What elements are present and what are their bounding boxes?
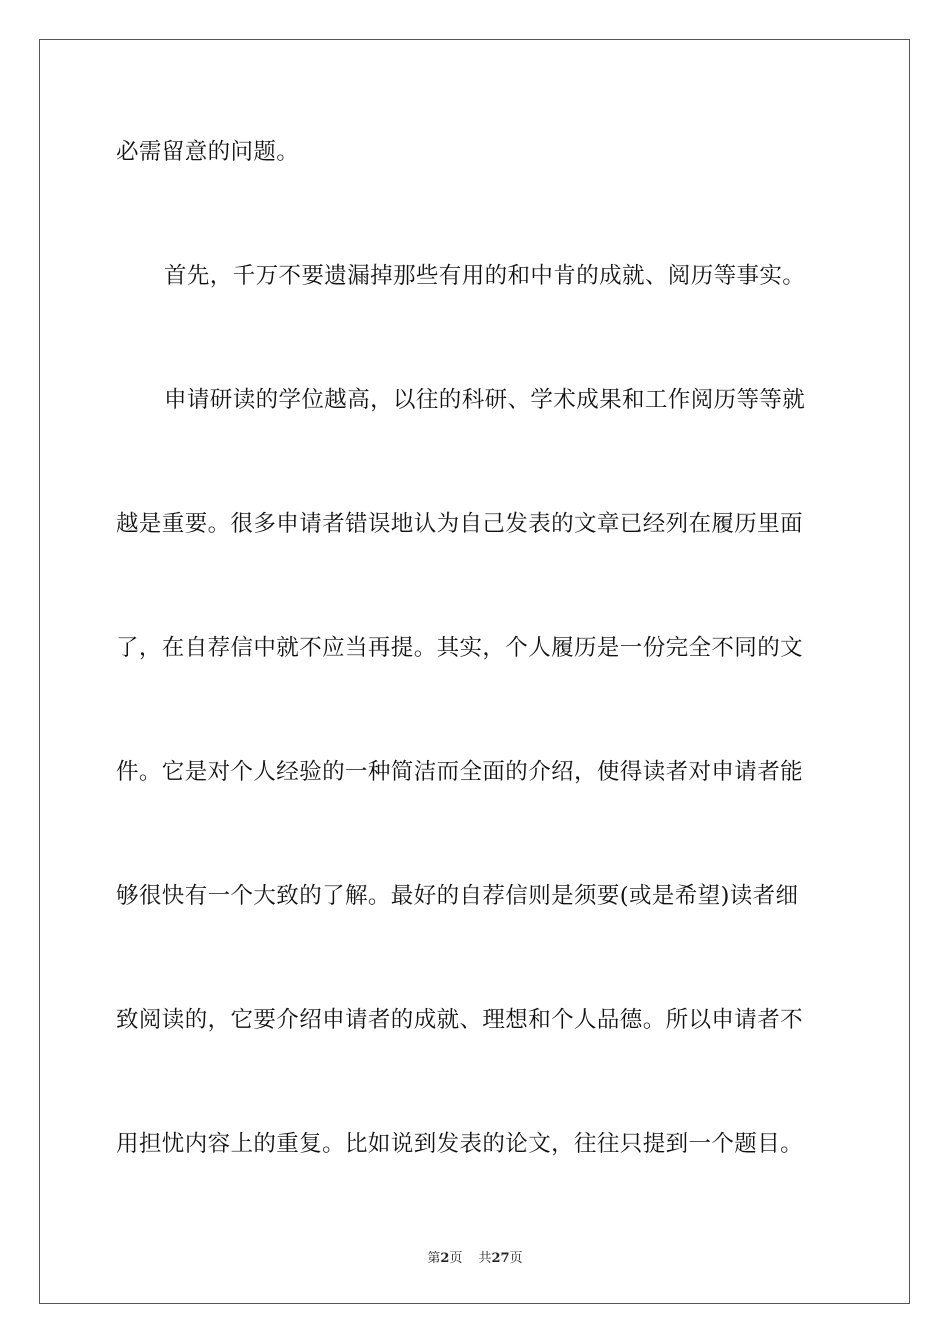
page-footer xyxy=(0,1247,950,1266)
body-line-2: 首先，千万不要遗漏掉那些有用的和中肯的成就、阅历等事实。 xyxy=(164,263,806,289)
body-line-6: 件。它是对个人经验的一种简洁而全面的介绍，使得读者对申请者能 xyxy=(116,759,804,785)
page-border xyxy=(39,39,910,1304)
total-suffix: 页 xyxy=(509,1251,523,1266)
page-number: 2 xyxy=(440,1251,450,1266)
total-prefix: 共 xyxy=(478,1251,492,1266)
body-line-7: 够很快有一个大致的了解。最好的自荐信则是须要(或是希望)读者细 xyxy=(116,883,799,909)
body-line-3: 申请研读的学位越高，以往的科研、学术成果和工作阅历等等就 xyxy=(164,387,806,413)
page-suffix: 页 xyxy=(449,1251,463,1266)
body-line-4: 越是重要。很多申请者错误地认为自己发表的文章已经列在履历里面 xyxy=(116,511,804,537)
page-prefix: 第 xyxy=(427,1251,441,1266)
body-line-5: 了，在自荐信中就不应当再提。其实，个人履历是一份完全不同的文 xyxy=(116,635,804,661)
body-line-1: 必需留意的问题。 xyxy=(116,139,300,165)
total-pages: 27 xyxy=(491,1251,510,1266)
body-line-9: 用担忧内容上的重复。比如说到发表的论文，往往只提到一个题目。 xyxy=(116,1131,804,1157)
body-line-8: 致阅读的，它要介绍申请者的成就、理想和个人品德。所以申请者不 xyxy=(116,1007,804,1033)
